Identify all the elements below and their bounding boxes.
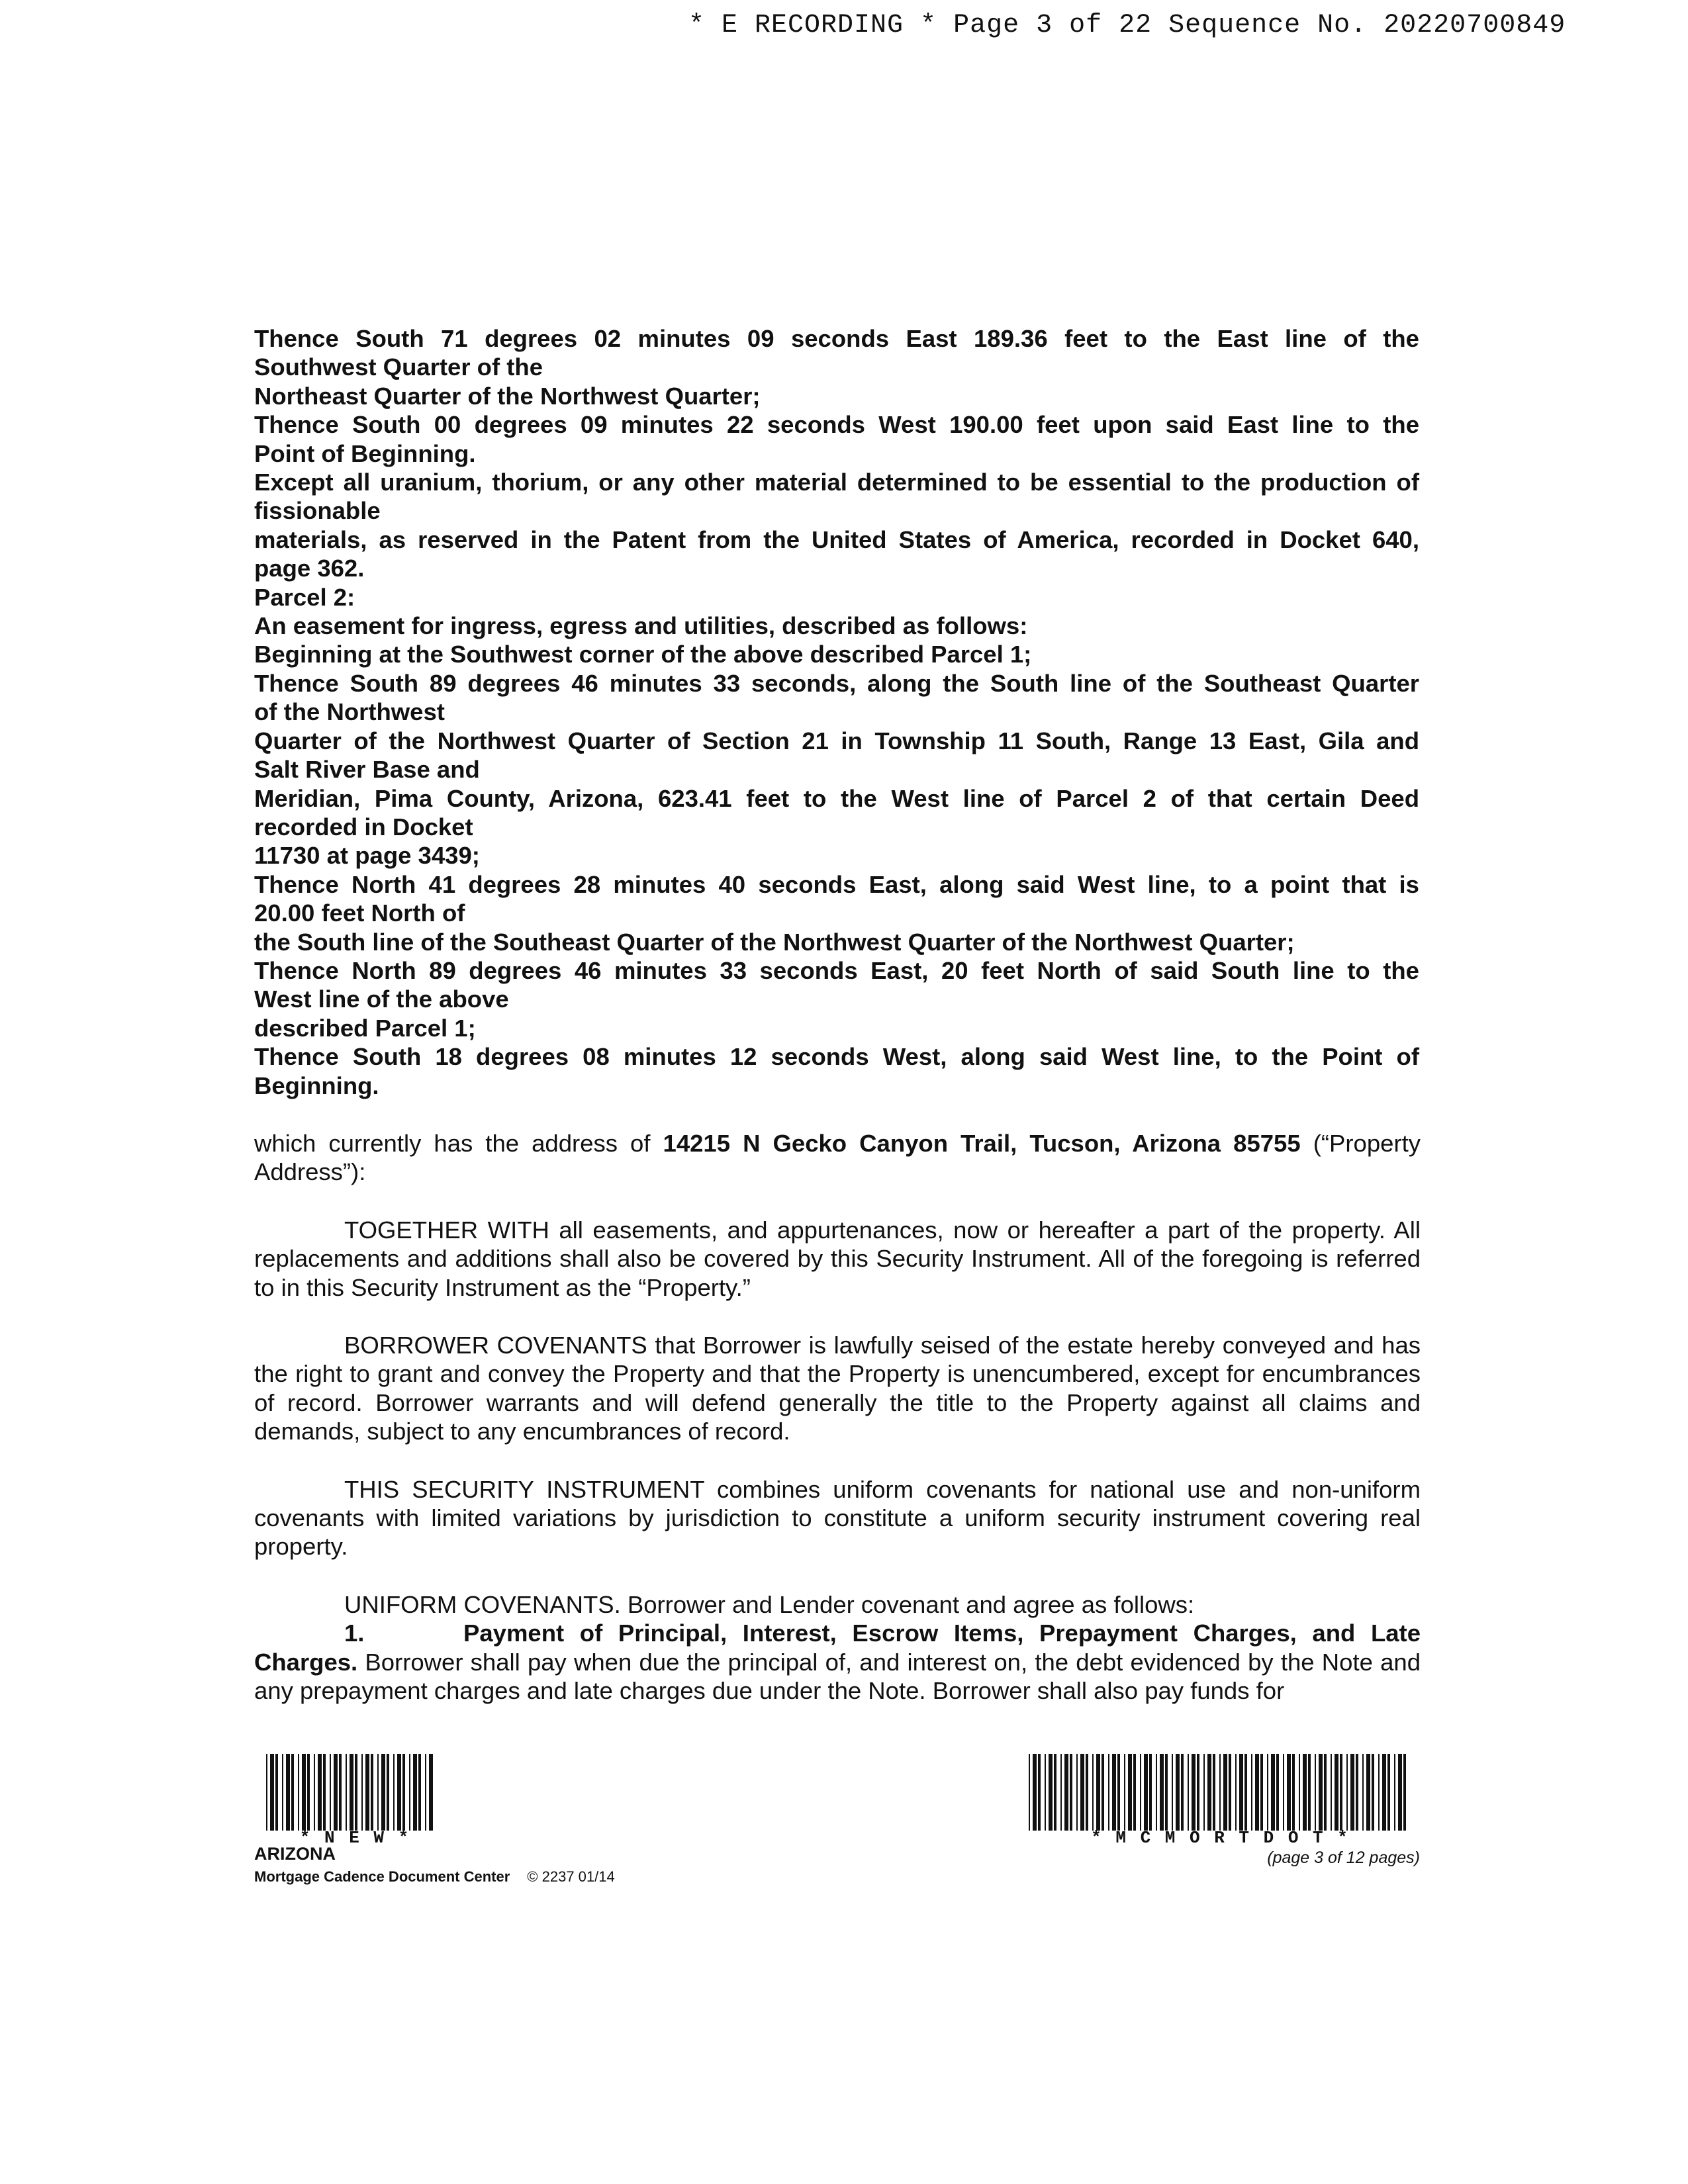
barcode-bar (397, 1754, 401, 1831)
barcode-bar (1255, 1754, 1259, 1831)
barcode-bar (1239, 1754, 1243, 1831)
legal-description-line: fissionable (254, 497, 381, 525)
barcode-bar (1207, 1754, 1211, 1831)
barcode-bar (302, 1754, 306, 1831)
together-with-paragraph: TOGETHER WITH all easements, and appurtenances, now or hereafter a part of the property. All replacements and additions shall also be covered by this Security Instrument. All of the foregoing is referred to in this Security Instrument as the “Property.” (254, 1216, 1421, 1301)
barcode-bar (298, 1754, 299, 1831)
barcode-bar (1303, 1754, 1307, 1831)
barcode-bar (1366, 1754, 1370, 1831)
barcode-bar (286, 1754, 290, 1831)
barcode-bar (266, 1754, 267, 1831)
barcode-bar (1038, 1754, 1041, 1831)
barcode-bar (1378, 1754, 1380, 1831)
recording-header: * E RECORDING * Page 3 of 22 Sequence No. 20220700849 (688, 11, 1566, 40)
barcode-bar (1176, 1754, 1180, 1831)
barcode-bar (1223, 1754, 1227, 1831)
barcode-bar (365, 1754, 369, 1831)
barcode-bar (314, 1754, 315, 1831)
barcode-bar (1049, 1754, 1053, 1831)
barcode-bar (1387, 1754, 1390, 1831)
barcode-bar (1165, 1754, 1168, 1831)
barcode-bar (323, 1754, 326, 1831)
barcode-bar (318, 1754, 322, 1831)
barcode-bar (1124, 1754, 1125, 1831)
legal-description-line: Meridian, Pima County, Arizona, 623.41 feet to the West line of Parcel 2 of that certain Deed (254, 784, 1419, 812)
security-instrument-paragraph: THIS SECURITY INSTRUMENT combines uniform covenants for national use and non-uniform covenants with limited variations by jurisdiction to constitute a uniform security instrument covering real property. (254, 1475, 1421, 1561)
barcode-bar (381, 1754, 385, 1831)
legal-description-line: Thence North 41 degrees 28 minutes 40 seconds East, along said West line, to a point that is (254, 870, 1419, 898)
barcode-bar (1219, 1754, 1221, 1831)
barcode-bar (1188, 1754, 1189, 1831)
barcode-bar (1172, 1754, 1173, 1831)
barcode-bar (1356, 1754, 1358, 1831)
barcode-bar (1156, 1754, 1157, 1831)
barcode-bar (334, 1754, 338, 1831)
barcode-bar (1235, 1754, 1237, 1831)
barcode-bar (418, 1754, 421, 1831)
legal-description-line: 11730 at page 3439; (254, 842, 480, 870)
barcode-bar (1045, 1754, 1046, 1831)
barcode-bar (1346, 1754, 1348, 1831)
barcode-bar (1403, 1754, 1406, 1831)
legal-description-line: Beginning at the Southwest corner of the above described Parcel 1; (254, 641, 1032, 668)
legal-description-line: recorded in Docket (254, 813, 473, 841)
barcode-bar (1362, 1754, 1364, 1831)
barcode-bar (1324, 1754, 1327, 1831)
barcode-bar (361, 1754, 363, 1831)
barcode-bar (387, 1754, 389, 1831)
legal-description-line: Quarter of the Northwest Quarter of Section 21 in Township 11 South, Range 13 East, Gila and (254, 727, 1419, 754)
barcode-bar (1149, 1754, 1152, 1831)
barcode-bar (1335, 1754, 1338, 1831)
barcode-bar (1271, 1754, 1275, 1831)
legal-description (254, 324, 1419, 1100)
barcode-bar (1140, 1754, 1141, 1831)
legal-description-line: page 362. (254, 555, 365, 582)
barcode-bar (1331, 1754, 1332, 1831)
barcode-bar (1033, 1754, 1037, 1831)
section-1-body: Borrower shall pay when due the principal of, and interest on, the debt evidenced by the Note and any prepayment charges and late charges due under the Note. Borrower shall also pay funds for (254, 1648, 1421, 1705)
uniform-covenants-paragraph: UNIFORM COVENANTS. Borrower and Lender covenant and agree as follows: (344, 1590, 1195, 1618)
barcode-bar (1292, 1754, 1295, 1831)
barcode-bar (1128, 1754, 1132, 1831)
borrower-covenants-paragraph: BORROWER COVENANTS that Borrower is lawfully seised of the estate hereby conveyed and has the right to grant and convey the Property and that the Property is unencumbered, except for encumbrances of record. Borrower warrants and will defend generally the title to the Property against all claims and demands, subject to any encumbrances of record. (254, 1332, 1421, 1445)
barcode-bar (350, 1754, 353, 1831)
legal-description-line: described Parcel 1; (254, 1014, 476, 1042)
barcode-bar (1064, 1754, 1068, 1831)
legal-description-line: Thence South 71 degrees 02 minutes 09 seconds East 189.36 feet to the East line of the (254, 325, 1419, 352)
barcode-bar (1244, 1754, 1247, 1831)
barcode-bar (1283, 1754, 1284, 1831)
barcode-bar (402, 1754, 405, 1831)
section-1: 1. Payment of Principal, Interest, Escrow Items, Prepayment Charges, and Late Charges. Borrower shall pay when due the principal of, and interest on, the debt evidenced by the Note and any prepayment charges and late charges due under the Note. Borrower shall also pay funds for (254, 1619, 1421, 1705)
barcode-bar (1029, 1754, 1030, 1831)
legal-description-line: Beginning. (254, 1071, 379, 1099)
barcode-bar (270, 1754, 274, 1831)
state-label: ARIZONA (254, 1844, 336, 1864)
barcode-bar (1394, 1754, 1395, 1831)
document-center-label: Mortgage Cadence Document Center © 2237 01/14 (254, 1868, 615, 1885)
barcode-bar (1160, 1754, 1164, 1831)
barcode-bar (339, 1754, 342, 1831)
legal-description-line: Thence North 89 degrees 46 minutes 33 seconds East, 20 feet North of said South line to the (254, 956, 1419, 984)
legal-description-line: Parcel 2: (254, 583, 355, 611)
barcode-bar (1398, 1754, 1402, 1831)
barcode-bar (1340, 1754, 1342, 1831)
barcode-bar (1267, 1754, 1268, 1831)
barcode-new-caption: * N E W * (299, 1828, 409, 1848)
legal-description-line: Thence South 89 degrees 46 minutes 33 seconds, along the South line of the Southeast Quarter (254, 669, 1419, 697)
legal-description-line: 20.00 feet North of (254, 899, 465, 927)
barcode-bar (1117, 1754, 1120, 1831)
property-address: 14215 N Gecko Canyon Trail, Tucson, Arizona 85755 (663, 1130, 1301, 1157)
barcode-bar (275, 1754, 278, 1831)
barcode-bar (1299, 1754, 1300, 1831)
barcode-bar (371, 1754, 373, 1831)
barcode-bar (1102, 1754, 1104, 1831)
barcode-bar (1350, 1754, 1354, 1831)
barcode-bar (377, 1754, 379, 1831)
barcode-bar (413, 1754, 417, 1831)
barcode-bar (355, 1754, 357, 1831)
barcode-bar (1133, 1754, 1136, 1831)
barcode-bar (1276, 1754, 1279, 1831)
barcode-bar (1070, 1754, 1072, 1831)
legal-description-line: materials, as reserved in the Patent from the United States of America, recorded in Docket 640, (254, 525, 1419, 553)
barcode-bar (1192, 1754, 1196, 1831)
barcode-bar (1319, 1754, 1323, 1831)
barcode-bar (1092, 1754, 1094, 1831)
barcode-bar (1315, 1754, 1316, 1831)
legal-description-line: the South line of the Southeast Quarter of the Northwest Quarter of the Northwest Quarter; (254, 928, 1295, 956)
barcode-bar (1308, 1754, 1311, 1831)
barcode-new (263, 1754, 436, 1831)
barcode-bar (409, 1754, 410, 1831)
legal-description-line: An easement for ingress, egress and utilities, described as follows: (254, 612, 1028, 640)
barcode-bar (1213, 1754, 1215, 1831)
legal-description-line: Southwest Quarter of the (254, 353, 543, 381)
barcode-bar (425, 1754, 426, 1831)
barcode-bar (1382, 1754, 1386, 1831)
section-1-title: 1. Payment of Principal, Interest, Escrow Items, Prepayment Charges, and Late (344, 1619, 1421, 1647)
barcode-bar (1144, 1754, 1148, 1831)
barcode-bar (307, 1754, 310, 1831)
barcode-bar (330, 1754, 331, 1831)
barcode-mcmortdot-caption: * M C M O R T D O T * (1091, 1828, 1348, 1848)
barcode-bar (1229, 1754, 1231, 1831)
barcode-bar (429, 1754, 433, 1831)
barcode-bar (291, 1754, 294, 1831)
legal-description-line: Point of Beginning. (254, 439, 476, 467)
barcode-bar (393, 1754, 395, 1831)
barcode-bar (1203, 1754, 1205, 1831)
legal-description-line: Salt River Base and (254, 756, 480, 784)
barcode-bar (1054, 1754, 1056, 1831)
barcode-bar (1287, 1754, 1291, 1831)
legal-description-line: Thence South 00 degrees 09 minutes 22 seconds West 190.00 feet upon said East line to the (254, 411, 1419, 439)
barcode-bar (282, 1754, 283, 1831)
barcode-bar (1181, 1754, 1184, 1831)
legal-description-line: of the Northwest (254, 698, 445, 726)
barcode-bar (1260, 1754, 1263, 1831)
property-address-paragraph: which currently has the address of 14215 N Gecko Canyon Trail, Tucson, Arizona 85755 (“Property Address”): (254, 1130, 1421, 1186)
barcode-bar (1112, 1754, 1116, 1831)
barcode-bar (1076, 1754, 1078, 1831)
barcode-bar (1086, 1754, 1088, 1831)
legal-description-line: Thence South 18 degrees 08 minutes 12 seconds West, along said West line, to the Point of (254, 1043, 1419, 1071)
barcode-bar (1080, 1754, 1084, 1831)
barcode-mcmortdot (1026, 1754, 1410, 1831)
legal-description-line: Northeast Quarter of the Northwest Quarter; (254, 382, 761, 410)
legal-description-line: Except all uranium, thorium, or any other material determined to be essential to the production of (254, 469, 1419, 496)
barcode-bar (1060, 1754, 1062, 1831)
barcode-bar (346, 1754, 347, 1831)
barcode-bar (1108, 1754, 1109, 1831)
legal-description-line: West line of the above (254, 985, 509, 1013)
page-count-label: (page 3 of 12 pages) (1267, 1848, 1420, 1867)
barcode-bar (1197, 1754, 1199, 1831)
document-body (254, 1129, 1421, 1706)
barcode-bar (1372, 1754, 1374, 1831)
barcode-bar (1096, 1754, 1100, 1831)
barcode-bar (1251, 1754, 1252, 1831)
